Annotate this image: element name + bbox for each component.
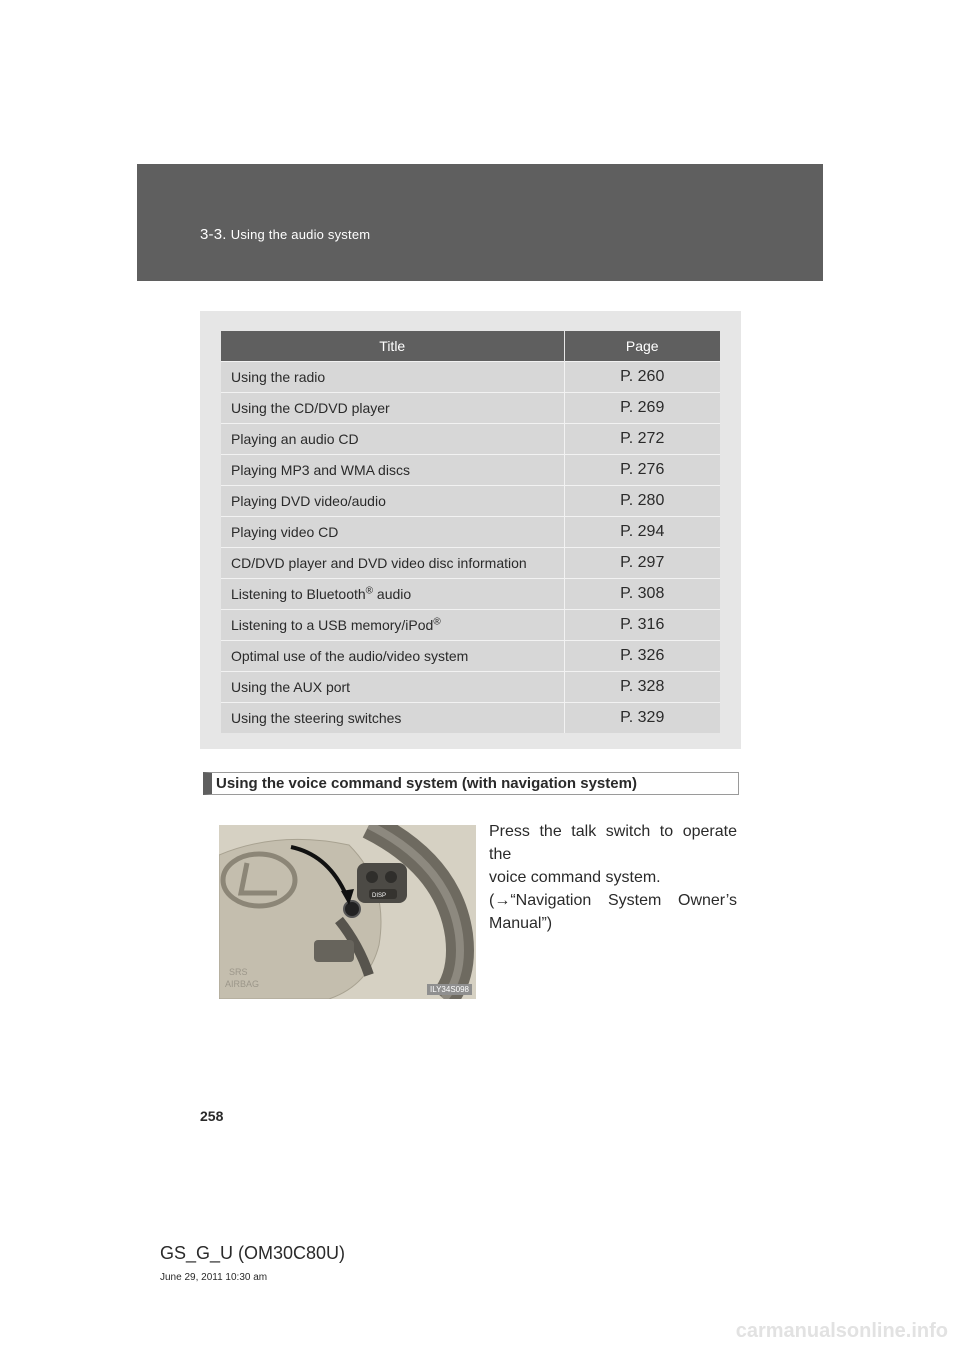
toc-title-text: Playing an audio CD — [231, 431, 359, 447]
toc-row — [221, 455, 720, 486]
steering-wheel-drawing — [219, 825, 476, 999]
toc-row-page: P. 297 — [564, 548, 720, 579]
toc-row — [221, 672, 720, 703]
registered-mark: ® — [433, 616, 441, 628]
toc-row — [221, 362, 720, 393]
toc-row-page: P. 329 — [564, 703, 720, 734]
page-number: 258 — [200, 1108, 224, 1124]
toc-row-title — [221, 424, 564, 455]
svg-text:AIRBAG: AIRBAG — [225, 979, 260, 989]
toc-row-title — [221, 517, 564, 548]
toc-title-text: Playing MP3 and WMA discs — [231, 462, 410, 478]
toc-row-title — [221, 579, 564, 610]
toc-row-page: P. 326 — [564, 641, 720, 672]
toc-header-row — [221, 331, 720, 362]
toc-row — [221, 548, 720, 579]
toc-row-page: P. 316 — [564, 610, 720, 641]
toc-title-text: Playing video CD — [231, 524, 339, 540]
toc-row-page: P. 294 — [564, 517, 720, 548]
toc-col-title: Title — [221, 331, 564, 362]
toc-row-page: P. 276 — [564, 455, 720, 486]
toc-title-text: Using the radio — [231, 369, 326, 385]
toc-row-page: P. 280 — [564, 486, 720, 517]
toc-row-title — [221, 641, 564, 672]
toc-row-page: P. 260 — [564, 362, 720, 393]
toc-title-text: Using the AUX port — [231, 679, 351, 695]
steering-wheel-illustration — [219, 825, 476, 999]
toc-title-text: CD/DVD player and DVD video disc information — [231, 555, 527, 571]
toc-row-page: P. 308 — [564, 579, 720, 610]
toc-row-page: P. 272 — [564, 424, 720, 455]
toc-row-title — [221, 548, 564, 579]
document-date: June 29, 2011 10:30 am — [160, 1272, 268, 1283]
toc-body — [221, 362, 720, 734]
description-line-1: Press the talk switch to operate the — [489, 823, 737, 863]
description-line-4: Manual”) — [489, 915, 553, 932]
toc-title-text: Using the steering switches — [231, 710, 402, 726]
section-title: Using the audio system — [230, 227, 371, 242]
voice-command-heading — [203, 772, 739, 795]
toc-row-title — [221, 610, 564, 641]
toc-row — [221, 486, 720, 517]
toc-title-text: Listening to a USB memory/iPod — [231, 617, 434, 633]
description-line-2: voice command system. — [489, 869, 661, 886]
section-number: 3-3. — [200, 226, 227, 243]
toc-row-title — [221, 362, 564, 393]
toc-row — [221, 579, 720, 610]
toc-row-title — [221, 393, 564, 424]
toc-row — [221, 703, 720, 734]
toc-row-page: P. 328 — [564, 672, 720, 703]
toc-row — [221, 641, 720, 672]
toc-row-title — [221, 672, 564, 703]
toc-title-text: Optimal use of the audio/video system — [231, 648, 469, 664]
registered-mark: ® — [365, 585, 374, 597]
watermark: carmanualsonline.info — [735, 1320, 948, 1342]
toc-row — [221, 424, 720, 455]
toc-table — [221, 331, 720, 733]
toc-row-title — [221, 455, 564, 486]
toc-row — [221, 610, 720, 641]
voice-command-heading-text: Using the voice command system (with navigation system) — [216, 775, 637, 792]
toc-row — [221, 517, 720, 548]
toc-title-text: Using the CD/DVD player — [231, 400, 390, 416]
toc-title-text: Playing DVD video/audio — [231, 493, 386, 509]
figure-code: ILY34S098 — [427, 984, 472, 995]
toc-row-page: P. 269 — [564, 393, 720, 424]
toc-col-page: Page — [564, 331, 720, 362]
voice-command-description — [489, 820, 737, 935]
section-header-bar — [137, 164, 823, 281]
disp-button-label: DISP — [372, 893, 387, 899]
toc-title-suffix: audio — [373, 586, 412, 602]
svg-text:SRS: SRS — [229, 967, 248, 977]
toc-row — [221, 393, 720, 424]
document-code: GS_G_U (OM30C80U) — [160, 1243, 346, 1263]
toc-title-text: Listening to Bluetooth — [231, 586, 366, 602]
section-label — [200, 226, 370, 243]
toc-row-title — [221, 486, 564, 517]
toc-row-title — [221, 703, 564, 734]
description-line-3: (→“Navigation System Owner’s — [489, 892, 737, 909]
